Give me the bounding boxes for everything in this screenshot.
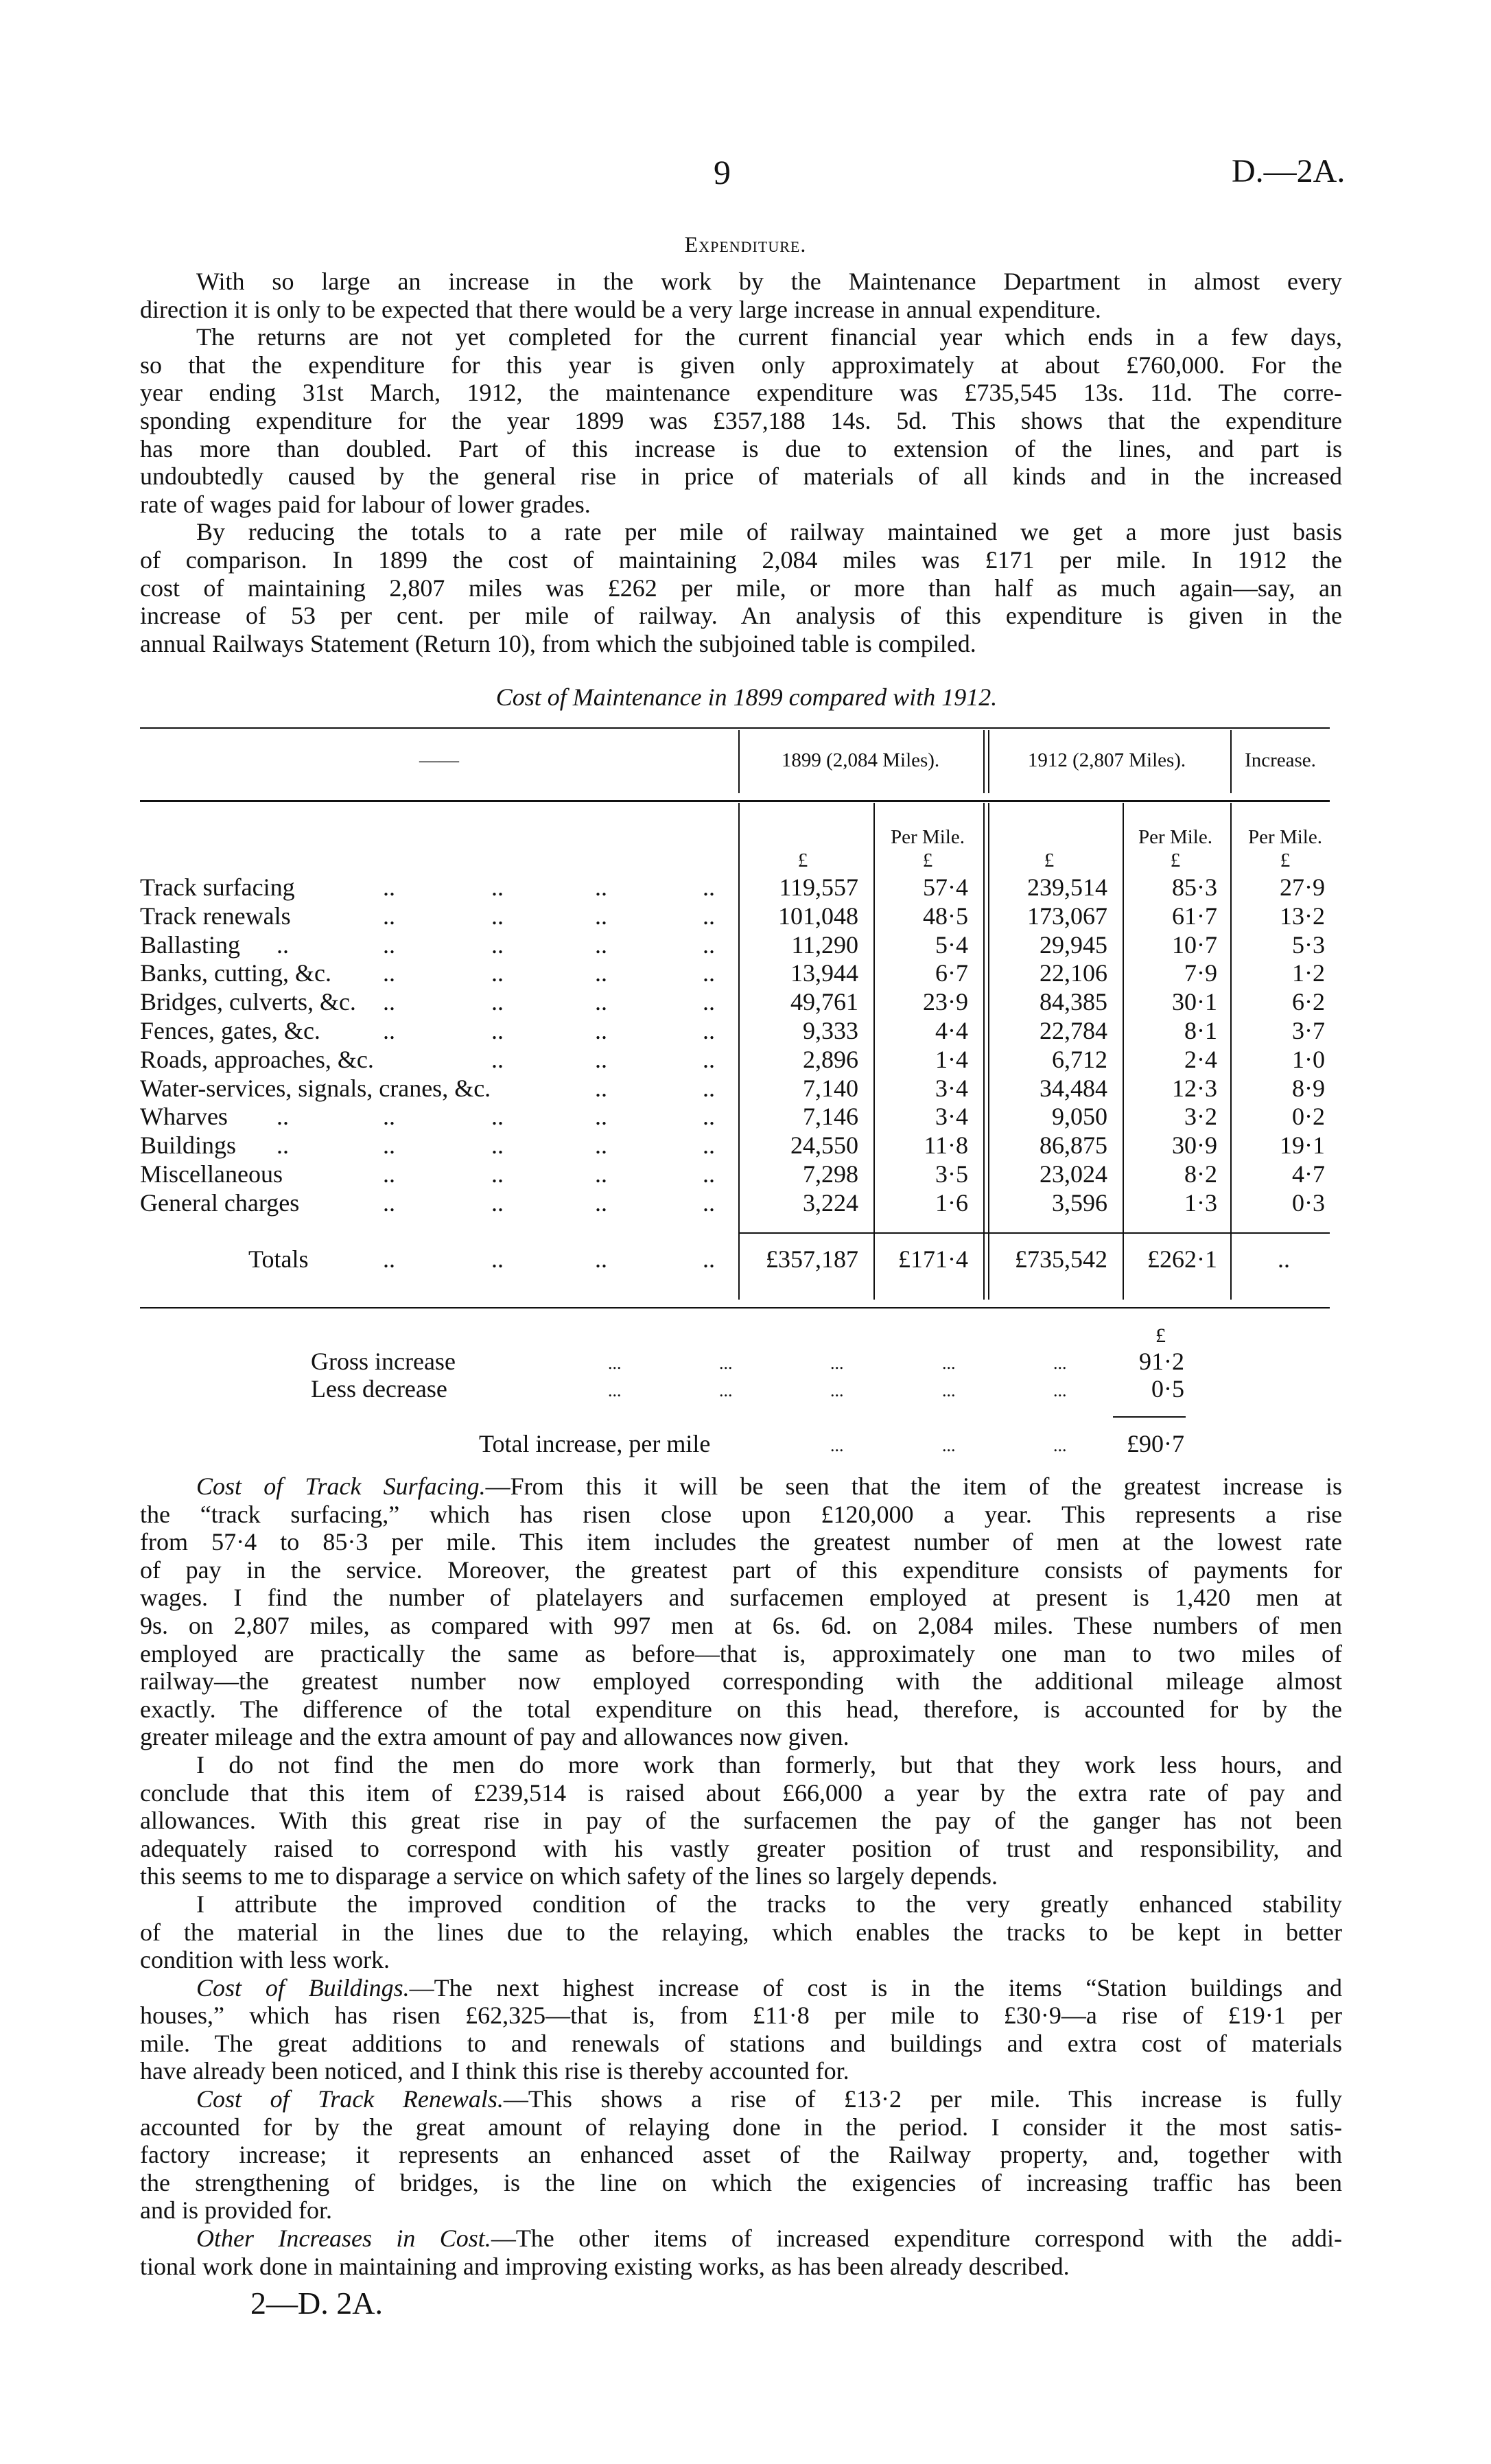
cost-1899: £357,187 (766, 1245, 858, 1273)
leader-dots: .. (703, 1074, 715, 1102)
leader-dots: .. (383, 902, 395, 930)
row-label: Track renewals (140, 902, 291, 930)
leader-dots: .. (383, 1188, 395, 1217)
leader-dots: ... (608, 1353, 622, 1373)
line-text: have already been noticed, and I think this rise is thereby accounted for. (140, 2057, 849, 2085)
leader-dots: .. (703, 988, 715, 1016)
cost-1912: 173,067 (1027, 902, 1107, 930)
line-text: so that the expenditure for this year is given only approximately at about £760,000. For the (140, 351, 1342, 379)
gross-increase-label: Gross increase (311, 1348, 456, 1375)
text-line (140, 546, 1342, 574)
text-line (140, 1696, 1342, 1724)
leader-dots: ... (719, 1353, 733, 1373)
leader-dots: .. (703, 1188, 715, 1217)
line-text: accounted for by the great amount of relaying done in the period. I consider it the most satis- (140, 2113, 1342, 2141)
table-row (0, 1075, 1491, 1103)
table-row (0, 1189, 1491, 1218)
text-line (140, 323, 1342, 351)
paragraph-heading: Cost of Buildings. (196, 1973, 410, 2002)
line-text: tional work done in maintaining and improving existing works, as has been already described. (140, 2252, 1070, 2280)
leader-dots: .. (383, 1160, 395, 1188)
text-line (140, 351, 1342, 379)
text-line (140, 1584, 1342, 1612)
leader-dots: .. (703, 930, 715, 959)
leader-dots: ... (830, 1435, 844, 1455)
row-label: Totals (248, 1245, 309, 1273)
per-mile-1912: 2·4 (1184, 1045, 1217, 1073)
row-label: Ballasting (140, 930, 240, 959)
line-text: of the material in the lines due to the relaying, which enables the tracks to be kept in better (140, 1918, 1342, 1946)
text-line (140, 407, 1342, 435)
text-line (140, 1723, 1342, 1751)
paragraph (140, 323, 1342, 518)
line-text: —From this it will be seen that the item of the greatest increase is (485, 1472, 1342, 1500)
line-text: annual Railways Statement (Return 10), from which the subjoined table is compiled. (140, 629, 976, 657)
text-line (140, 602, 1342, 630)
per-mile-1912: 8·1 (1184, 1017, 1217, 1044)
cost-1899: 119,557 (779, 873, 858, 901)
cost-1912: 22,106 (1040, 959, 1107, 987)
summary-pound-unit: £ (1155, 1324, 1166, 1347)
table-row (0, 1103, 1491, 1131)
line-text: I attribute the improved condition of the tracks to the very greatly enhanced stability (196, 1890, 1342, 1918)
paragraph-heading: Cost of Track Surfacing. (196, 1472, 486, 1500)
table-row (0, 1046, 1491, 1075)
text-line (140, 2113, 1342, 2142)
leader-dots: .. (277, 930, 289, 959)
cost-1912: 86,875 (1040, 1131, 1107, 1160)
table-row (0, 1017, 1491, 1046)
text-line (140, 1862, 1342, 1890)
cost-1899: 101,048 (778, 902, 858, 930)
per-mile-1899: 5·4 (935, 930, 968, 959)
leader-dots: .. (703, 902, 715, 930)
text-line (140, 1612, 1342, 1640)
column-divider (1230, 730, 1232, 793)
leader-dots: .. (595, 873, 607, 901)
leader-dots: .. (703, 1103, 715, 1131)
leader-dots: .. (491, 1017, 504, 1044)
text-line (140, 518, 1342, 546)
line-text: the strengthening of bridges, is the line on which the exigencies of increasing traffic has been (140, 2168, 1342, 2196)
leader-dots: ... (1053, 1353, 1067, 1373)
line-text: direction it is only to be expected that there would be a very large increase in annual expenditure. (140, 295, 1101, 323)
table-header-rule (140, 800, 1330, 802)
unit-pound-per-mile-1899: £ (922, 849, 933, 871)
line-text: factory increase; it represents an enhanced asset of the Railway property, and, together with (140, 2141, 1342, 2169)
unit-pound-1899: £ (797, 849, 808, 871)
row-label: General charges (140, 1188, 300, 1217)
leader-dots: .. (703, 1131, 715, 1160)
text-line (140, 1807, 1342, 1835)
intro-text (140, 268, 1342, 657)
leader-dots: ... (830, 1381, 844, 1400)
line-text: conclude that this item of £239,514 is raised about £66,000 a year by the extra rate of pay and (140, 1779, 1342, 1807)
cost-1899: 11,290 (791, 930, 858, 959)
increase-per-mile: 1·0 (1292, 1045, 1325, 1073)
line-text: houses,” which has risen £62,325—that is, from £11·8 per mile to £30·9—a rise of £19·1 per (140, 2002, 1342, 2030)
text-line (140, 2141, 1342, 2169)
header-1912: 1912 (2,807 Miles). (1027, 749, 1186, 771)
per-mile-1899: 3·5 (935, 1160, 968, 1188)
increase-per-mile: 6·2 (1292, 988, 1325, 1016)
text-line (140, 1890, 1342, 1919)
leader-dots: .. (595, 1245, 607, 1273)
cost-1912: £735,542 (1015, 1245, 1107, 1273)
unit-pound-1912: £ (1044, 849, 1055, 871)
row-label: Roads, approaches, &c. (140, 1045, 374, 1073)
cost-1899: 49,761 (790, 988, 858, 1016)
text-line (140, 2002, 1342, 2030)
per-mile-1912: 12·3 (1172, 1074, 1217, 1102)
line-text: The returns are not yet completed for the current financial year which ends in a few days, (196, 323, 1342, 351)
text-line (140, 1919, 1342, 1947)
leader-dots: .. (703, 1245, 715, 1273)
leader-dots: .. (383, 1245, 395, 1273)
totals-rule (738, 1232, 1330, 1234)
cost-1912: 84,385 (1040, 988, 1107, 1016)
row-label: Water-services, signals, cranes, &c. (140, 1074, 491, 1102)
cost-1912: 3,596 (1052, 1188, 1107, 1217)
leader-dots: ... (1053, 1381, 1067, 1400)
header-increase: Increase. (1245, 749, 1316, 771)
unit-pound-increase: £ (1280, 849, 1291, 871)
line-text: rate of wages paid for labour of lower grades. (140, 490, 591, 518)
total-increase-label: Total increase, per mile (479, 1430, 711, 1457)
row-label: Banks, cutting, &c. (140, 959, 331, 987)
leader-dots: .. (383, 930, 395, 959)
table-bottom-rule (140, 1307, 1330, 1309)
increase-per-mile: 4·7 (1292, 1160, 1325, 1188)
analysis-text (140, 1472, 1342, 2280)
per-mile-1899: 23·9 (923, 988, 968, 1016)
line-text: greater mileage and the extra amount of pay and allowances now given. (140, 1723, 849, 1751)
cost-1912: 34,484 (1040, 1074, 1107, 1102)
line-text: adequately raised to correspond with his vastly greater position of trust and responsibility, and (140, 1834, 1342, 1862)
increase-per-mile: 8·9 (1292, 1074, 1325, 1102)
per-mile-1912: 85·3 (1172, 873, 1217, 901)
per-mile-1912: 7·9 (1184, 959, 1217, 987)
text-line (140, 2196, 1342, 2225)
text-line (140, 574, 1342, 602)
leader-dots: ... (942, 1381, 956, 1400)
text-line (140, 1472, 1342, 1501)
increase-per-mile: 3·7 (1292, 1017, 1325, 1044)
leader-dots: .. (383, 1103, 395, 1131)
text-line (140, 1556, 1342, 1584)
increase-per-mile: 5·3 (1292, 930, 1325, 959)
leader-dots: .. (595, 959, 607, 987)
leader-dots: .. (595, 930, 607, 959)
subheader-per-mile-increase: Per Mile. (1248, 826, 1322, 848)
table-row (0, 988, 1491, 1017)
paragraph (140, 268, 1342, 323)
footer-signature-reference: 2—D. 2A. (250, 2286, 383, 2321)
line-text: has more than doubled. Part of this increase is due to extension of the lines, and part is (140, 434, 1342, 462)
cost-1899: 7,140 (803, 1074, 858, 1102)
leader-dots: ... (608, 1381, 622, 1400)
increase-per-mile: .. (1278, 1245, 1290, 1273)
paragraph (140, 1751, 1342, 1890)
increase-per-mile: 0·2 (1292, 1103, 1325, 1131)
line-text: of pay in the service. Moreover, the greatest part of this expenditure consists of payments for (140, 1556, 1342, 1584)
leader-dots: .. (703, 1045, 715, 1073)
line-text: —The other items of increased expenditure correspond with the addi- (491, 2225, 1342, 2253)
increase-per-mile: 27·9 (1280, 873, 1325, 901)
subheader-per-mile-1912: Per Mile. (1138, 826, 1212, 848)
text-line (140, 1946, 1342, 1974)
row-label: Miscellaneous (140, 1160, 283, 1188)
increase-per-mile: 19·1 (1280, 1131, 1325, 1160)
per-mile-1912: 10·7 (1172, 930, 1217, 959)
leader-dots: ... (830, 1353, 844, 1373)
per-mile-1899: 4·4 (935, 1017, 968, 1044)
leader-dots: .. (595, 988, 607, 1016)
leader-dots: .. (383, 1131, 395, 1160)
line-text: from 57·4 to 85·3 per mile. This item includes the greatest number of men at the lowest rate (140, 1528, 1342, 1556)
line-text: cost of maintaining 2,807 miles was £262 per mile, or more than half as much again—say, an (140, 574, 1342, 602)
line-text: increase of 53 per cent. per mile of railway. An analysis of this expenditure is given in the (140, 602, 1342, 630)
text-line (140, 296, 1342, 324)
per-mile-1899: 6·7 (935, 959, 968, 987)
leader-dots: .. (491, 1045, 504, 1073)
cost-1899: 24,550 (790, 1131, 858, 1160)
line-text: condition with less work. (140, 1946, 390, 1974)
page-number: 9 (714, 153, 731, 191)
leader-dots: .. (703, 959, 715, 987)
leader-dots: ... (719, 1381, 733, 1400)
leader-dots: .. (491, 988, 504, 1016)
increase-per-mile: 1·2 (1292, 959, 1325, 987)
line-text: year ending 31st March, 1912, the maintenance expenditure was £735,545 13s. 11d. The corre- (140, 379, 1342, 407)
line-text: undoubtedly caused by the general rise in price of materials of all kinds and in the increased (140, 462, 1342, 491)
paragraph (140, 1974, 1342, 2085)
text-line (140, 1640, 1342, 1668)
less-decrease-value: 0·5 (1151, 1375, 1184, 1403)
per-mile-1899: 3·4 (935, 1103, 968, 1131)
total-increase-value: £90·7 (1127, 1430, 1184, 1457)
row-label: Buildings (140, 1131, 237, 1160)
leader-dots: .. (491, 1160, 504, 1188)
cost-1899: 3,224 (803, 1188, 858, 1217)
text-line (140, 1528, 1342, 1556)
line-text: of comparison. In 1899 the cost of maintaining 2,084 miles was £171 per mile. In 1912 the (140, 545, 1342, 574)
leader-dots: .. (703, 1017, 715, 1044)
row-label: Track surfacing (140, 873, 295, 901)
leader-dots: .. (491, 902, 504, 930)
leader-dots: .. (595, 1160, 607, 1188)
line-text: employed are practically the same as before—that is, approximately one man to two miles of (140, 1639, 1342, 1667)
text-line (140, 2225, 1342, 2253)
per-mile-1912: 1·3 (1184, 1188, 1217, 1217)
leader-dots: .. (383, 873, 395, 901)
table-row (0, 1160, 1491, 1189)
cost-1912: 9,050 (1052, 1103, 1107, 1131)
row-label: Wharves (140, 1103, 228, 1131)
per-mile-1899: 3·4 (935, 1074, 968, 1102)
leader-dots: .. (595, 1103, 607, 1131)
text-line (140, 2057, 1342, 2085)
per-mile-1912: 61·7 (1172, 902, 1217, 930)
increase-per-mile: 13·2 (1280, 902, 1325, 930)
text-line (140, 379, 1342, 407)
less-decrease-label: Less decrease (311, 1375, 447, 1403)
per-mile-1899: £171·4 (898, 1245, 968, 1273)
column-divider (738, 730, 740, 793)
table-top-rule (140, 727, 1330, 729)
text-line (140, 1501, 1342, 1529)
leader-dots: .. (595, 1131, 607, 1160)
cost-1899: 2,896 (803, 1045, 858, 1073)
leader-dots: .. (383, 988, 395, 1016)
line-text: allowances. With this great rise in pay of the surfacemen the pay of the ganger has not been (140, 1807, 1342, 1835)
leader-dots: .. (491, 873, 504, 901)
table-row (0, 931, 1491, 960)
line-text: wages. I find the number of platelayers and surfacemen employed at present is 1,420 men at (140, 1584, 1342, 1612)
column-divider (988, 730, 989, 793)
paragraph-heading: Other Increases in Cost. (196, 2225, 491, 2253)
line-text: —The next highest increase of cost is in the items “Station buildings and (409, 1973, 1342, 2002)
leader-dots: .. (703, 1160, 715, 1188)
paragraph (140, 2085, 1342, 2225)
leader-dots: .. (277, 1131, 289, 1160)
totals-row (0, 1245, 1491, 1274)
text-line (140, 2085, 1342, 2113)
text-line (140, 462, 1342, 491)
leader-dots: ... (942, 1353, 956, 1373)
text-line (140, 1974, 1342, 2002)
paragraph (140, 1472, 1342, 1751)
leader-dots: .. (383, 959, 395, 987)
gross-increase-value: 91·2 (1139, 1348, 1184, 1375)
paragraph (140, 518, 1342, 657)
cost-1912: 239,514 (1027, 873, 1107, 901)
document-reference: D.—2A. (1232, 153, 1346, 189)
per-mile-1899: 1·4 (935, 1045, 968, 1073)
table-caption: Cost of Maintenance in 1899 compared with 1912. (495, 683, 998, 711)
leader-dots: ... (1053, 1435, 1067, 1455)
per-mile-1899: 57·4 (923, 873, 968, 901)
cost-1899: 9,333 (803, 1017, 858, 1044)
table-row (0, 959, 1491, 988)
cost-1912: 22,784 (1040, 1017, 1107, 1044)
leader-dots: .. (595, 1188, 607, 1217)
cost-1899: 7,298 (803, 1160, 858, 1188)
text-line (140, 1779, 1342, 1807)
per-mile-1912: 30·9 (1172, 1131, 1217, 1160)
text-line (140, 2030, 1342, 2058)
line-text: —This shows a rise of £13·2 per mile. This increase is fully (503, 2085, 1342, 2113)
text-line (140, 1667, 1342, 1696)
paragraph-heading: Cost of Track Renewals. (196, 2085, 504, 2113)
leader-dots: .. (491, 1103, 504, 1131)
per-mile-1899: 48·5 (923, 902, 968, 930)
table-row (0, 873, 1491, 902)
cost-1912: 23,024 (1040, 1160, 1107, 1188)
per-mile-1899: 11·8 (924, 1131, 968, 1160)
line-text: and is provided for. (140, 2196, 332, 2225)
leader-dots: ... (942, 1435, 956, 1455)
line-text: 9s. on 2,807 miles, as compared with 997 men at 6s. 6d. on 2,084 miles. These numbers of men (140, 1611, 1342, 1639)
per-mile-1912: £262·1 (1147, 1245, 1217, 1273)
header-blank: —— (419, 749, 459, 771)
leader-dots: .. (383, 1017, 395, 1044)
text-line (140, 1835, 1342, 1863)
leader-dots: .. (491, 959, 504, 987)
text-line (140, 491, 1342, 519)
line-text: By reducing the totals to a rate per mile of railway maintained we get a more just basis (196, 518, 1342, 546)
cost-1899: 13,944 (790, 959, 858, 987)
leader-dots: .. (491, 1131, 504, 1160)
section-title: Expenditure. (684, 232, 807, 257)
header-1899: 1899 (2,084 Miles). (781, 749, 940, 771)
text-line (140, 630, 1342, 658)
text-line (140, 268, 1342, 296)
leader-dots: .. (277, 1103, 289, 1131)
cost-1912: 29,945 (1040, 930, 1107, 959)
leader-dots: .. (491, 1245, 504, 1273)
text-line (140, 2169, 1342, 2197)
line-text: exactly. The difference of the total expenditure on this head, therefore, is accounted for by the (140, 1695, 1342, 1723)
leader-dots: .. (595, 902, 607, 930)
cost-1899: 7,146 (803, 1103, 858, 1131)
text-line (140, 435, 1342, 463)
line-text: railway—the greatest number now employed corresponding with the additional mileage almost (140, 1667, 1342, 1696)
subheader-per-mile-1899: Per Mile. (891, 826, 965, 848)
increase-per-mile: 0·3 (1292, 1188, 1325, 1217)
column-divider (983, 730, 985, 793)
table-row (0, 902, 1491, 931)
text-line (140, 1751, 1342, 1779)
line-text: this seems to me to disparage a service on which safety of the lines so largely depends. (140, 1862, 998, 1890)
leader-dots: .. (703, 873, 715, 901)
text-line (140, 2253, 1342, 2281)
table-row (0, 1131, 1491, 1160)
row-label: Bridges, culverts, &c. (140, 988, 356, 1016)
leader-dots: .. (491, 1188, 504, 1217)
leader-dots: .. (595, 1045, 607, 1073)
paragraph (140, 2225, 1342, 2280)
line-text: I do not find the men do more work than formerly, but that they work less hours, and (196, 1750, 1342, 1779)
paragraph (140, 1890, 1342, 1974)
line-text: the “track surfacing,” which has risen close upon £120,000 a year. This represents a rise (140, 1500, 1342, 1528)
per-mile-1912: 30·1 (1172, 988, 1217, 1016)
per-mile-1912: 3·2 (1184, 1103, 1217, 1131)
leader-dots: .. (595, 1017, 607, 1044)
per-mile-1899: 1·6 (935, 1188, 968, 1217)
leader-dots: .. (595, 1074, 607, 1102)
line-text: With so large an increase in the work by the Maintenance Department in almost every (196, 268, 1342, 295)
cost-1912: 6,712 (1052, 1045, 1107, 1073)
leader-dots: .. (491, 930, 504, 959)
line-text: mile. The great additions to and renewals of stations and buildings and extra cost of materials (140, 2029, 1342, 2057)
row-label: Fences, gates, &c. (140, 1017, 320, 1044)
line-text: sponding expenditure for the year 1899 was £357,188 14s. 5d. This shows that the expenditure (140, 406, 1342, 434)
sum-rule (1113, 1416, 1186, 1418)
per-mile-1912: 8·2 (1184, 1160, 1217, 1188)
unit-pound-per-mile-1912: £ (1170, 849, 1181, 871)
